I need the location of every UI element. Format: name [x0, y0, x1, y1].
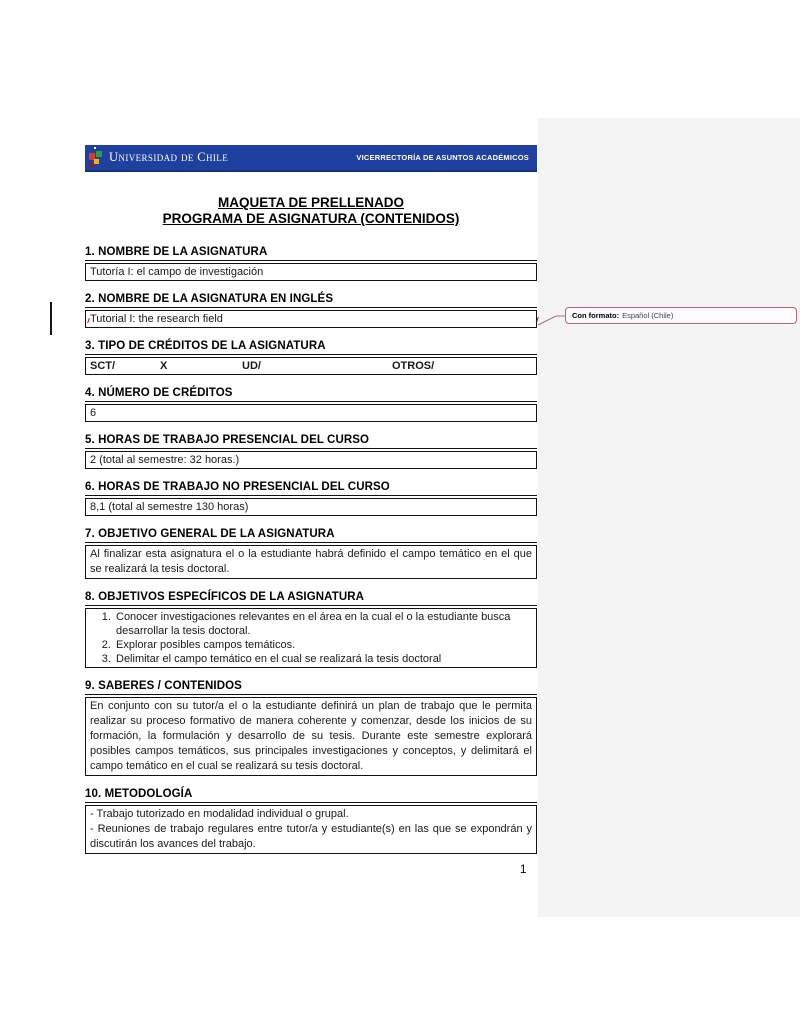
department-name: VICERRECTORÍA DE ASUNTOS ACADÉMICOS — [356, 153, 529, 162]
field-horas-presencial[interactable]: 2 (total al semestre: 32 horas.) — [85, 451, 537, 469]
page-content — [85, 145, 537, 854]
section-heading: 6. HORAS DE TRABAJO NO PRESENCIAL DEL CURSO — [85, 481, 537, 496]
tracked-change-bar — [50, 302, 52, 335]
credits-row — [90, 359, 532, 373]
document-title-line2: PROGRAMA DE ASIGNATURA (CONTENIDOS) — [162, 211, 460, 226]
objectives-list — [90, 610, 532, 666]
section-heading: 4. NÚMERO DE CRÉDITOS — [85, 387, 537, 402]
section-objetivos-especificos — [85, 591, 537, 668]
section-metodologia — [85, 788, 537, 854]
objective-item: 3. Delimitar el campo temático en el cual se realizará la tesis doctoral — [114, 652, 532, 666]
field-nombre-ingles[interactable]: Tutorial I: the research field — [85, 310, 537, 328]
section-saberes-contenidos — [85, 680, 537, 776]
field-saberes-contenidos[interactable]: En conjunto con su tutor/a el o la estudiante definirá un plan de trabajo que le permita realizar su proceso formativo de manera coherente y comenzar, desde los inicios de su formación, la formulación y desarrollo de su tesis. Durante este semestre explorará posibles campos temáticos, sus principales investigaciones y conceptos, y delimitará el campo temático en el cual se realizará su tesis doctoral. — [85, 697, 537, 776]
format-comment-balloon[interactable] — [565, 307, 797, 324]
document-title — [85, 195, 537, 227]
metodologia-line: - Reuniones de trabajo regulares entre tutor/a y estudiante(s) en las que se expondrán y discutirán los avances del trabajo. — [90, 823, 532, 850]
credit-cell-sct: SCT/ — [90, 360, 116, 372]
section-heading: 3. TIPO DE CRÉDITOS DE LA ASIGNATURA — [85, 340, 537, 355]
section-heading: 9. SABERES / CONTENIDOS — [85, 680, 537, 695]
credit-cell-ud: UD/ — [242, 360, 261, 372]
section-heading: 10. METODOLOGÍA — [85, 788, 537, 803]
section-numero-creditos — [85, 387, 537, 422]
section-heading: 8. OBJETIVOS ESPECÍFICOS DE LA ASIGNATURA — [85, 591, 537, 606]
page-number: 1 — [520, 864, 527, 876]
objective-item: 2. Explorar posibles campos temáticos. — [114, 638, 532, 652]
university-brand — [89, 147, 228, 168]
document-title-line1: MAQUETA DE PRELLENADO — [217, 195, 404, 210]
field-nombre-asignatura[interactable]: Tutoría I: el campo de investigación — [85, 263, 537, 281]
section-heading: 7. OBJETIVO GENERAL DE LA ASIGNATURA — [85, 528, 537, 543]
section-nombre-asignatura — [85, 246, 537, 281]
section-heading: 5. HORAS DE TRABAJO PRESENCIAL DEL CURSO — [85, 434, 537, 449]
comment-label: Con formato: — [572, 311, 620, 320]
credit-cell-otros: OTROS/ — [392, 360, 435, 372]
university-logo-icon — [89, 147, 103, 168]
section-objetivo-general — [85, 528, 537, 579]
field-objetivo-general[interactable]: Al finalizar esta asignatura el o la estudiante habrá definido el campo temático en el que se realizará la tesis doctoral. — [85, 545, 537, 579]
field-objetivos-especificos[interactable] — [85, 608, 537, 668]
metodologia-line: - Trabajo tutorizado en modalidad individual o grupal. — [90, 808, 349, 820]
section-horas-presencial — [85, 434, 537, 469]
comment-text: Español (Chile) — [622, 311, 674, 320]
section-nombre-ingles — [85, 293, 537, 328]
field-metodologia[interactable] — [85, 805, 537, 854]
section-tipo-creditos — [85, 340, 537, 375]
letterhead-bar — [85, 145, 537, 172]
field-numero-creditos[interactable]: 6 — [85, 404, 537, 422]
markup-pane — [538, 118, 800, 917]
credit-cell-x: X — [160, 360, 168, 372]
field-tipo-creditos[interactable] — [85, 357, 537, 375]
section-horas-no-presencial — [85, 481, 537, 516]
section-heading: 1. NOMBRE DE LA ASIGNATURA — [85, 246, 537, 261]
objective-item: 1. Conocer investigaciones relevantes en el área en la cual el o la estudiante busca desarrollar la tesis doctoral. — [114, 610, 532, 638]
field-horas-no-presencial[interactable]: 8,1 (total al semestre 130 horas) — [85, 498, 537, 516]
comment-connector-line — [528, 303, 568, 329]
section-heading: 2. NOMBRE DE LA ASIGNATURA EN INGLÉS — [85, 293, 537, 308]
university-name: Universidad de Chile — [109, 150, 229, 164]
